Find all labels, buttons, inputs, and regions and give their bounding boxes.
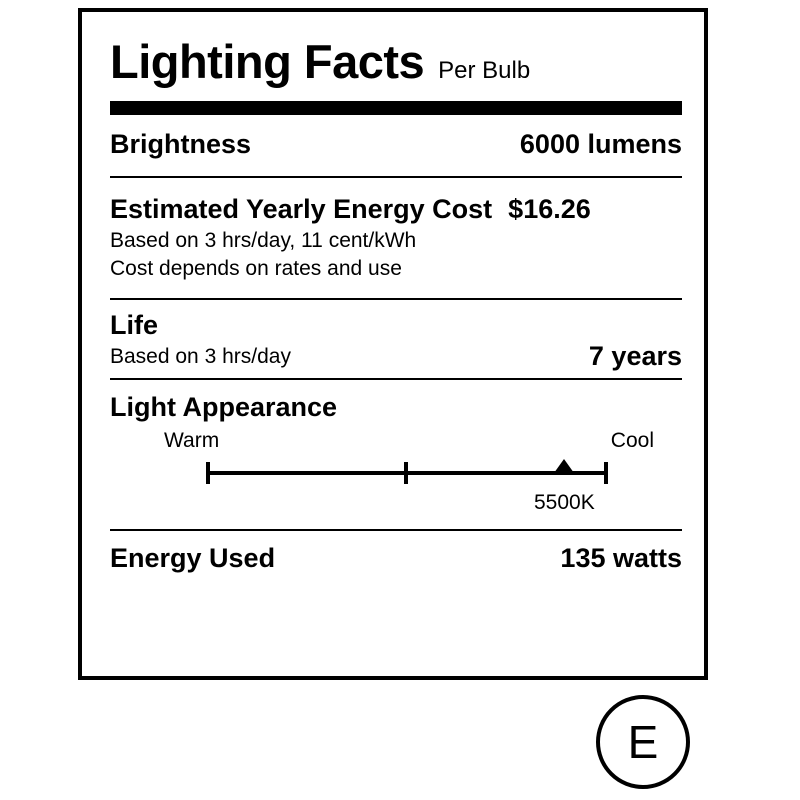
e-badge-letter: E [627, 716, 659, 768]
page-title: Lighting Facts [110, 35, 425, 88]
scale-axis-line [206, 471, 608, 475]
energy-cost-row [110, 178, 682, 227]
brightness-label: Brightness [110, 129, 252, 159]
energy-cost-label: Estimated Yearly Energy Cost [110, 194, 493, 224]
scale-tick-left [206, 462, 210, 484]
energy-cost-note-1: Based on 3 hrs/day, 11 cent/kWh [110, 229, 417, 252]
life-note: Based on 3 hrs/day [110, 345, 291, 369]
scale-marker-icon [554, 459, 574, 473]
scale-label-cool: Cool [610, 428, 654, 452]
energy-used-row [110, 531, 682, 578]
scale-label-warm: Warm [164, 428, 220, 452]
energy-cost-note-2: Cost depends on rates and use [110, 257, 402, 281]
header-divider [110, 101, 682, 115]
energy-used-label: Energy Used [110, 542, 276, 573]
life-value: 7 years [588, 340, 682, 371]
color-temperature-scale [110, 429, 682, 521]
scale-tick-middle [404, 462, 408, 484]
light-appearance-label: Light Appearance [110, 391, 338, 422]
lighting-facts-label [78, 8, 708, 680]
label-header [110, 35, 682, 88]
life-label: Life [110, 309, 159, 340]
energy-cost-notes [110, 227, 682, 298]
brightness-value: 6000 lumens [519, 129, 682, 159]
scale-tick-right [604, 462, 608, 484]
per-unit-text: Per Bulb [438, 57, 531, 84]
brightness-row [110, 115, 682, 176]
label-content [110, 32, 682, 666]
e-badge [596, 695, 690, 789]
scale-endpoint-labels [164, 429, 654, 453]
light-appearance-row [110, 380, 682, 529]
kelvin-value: 5500K [534, 490, 595, 514]
life-row [110, 300, 682, 378]
energy-used-value: 135 watts [560, 542, 682, 573]
energy-cost-value: $16.26 [508, 194, 591, 224]
